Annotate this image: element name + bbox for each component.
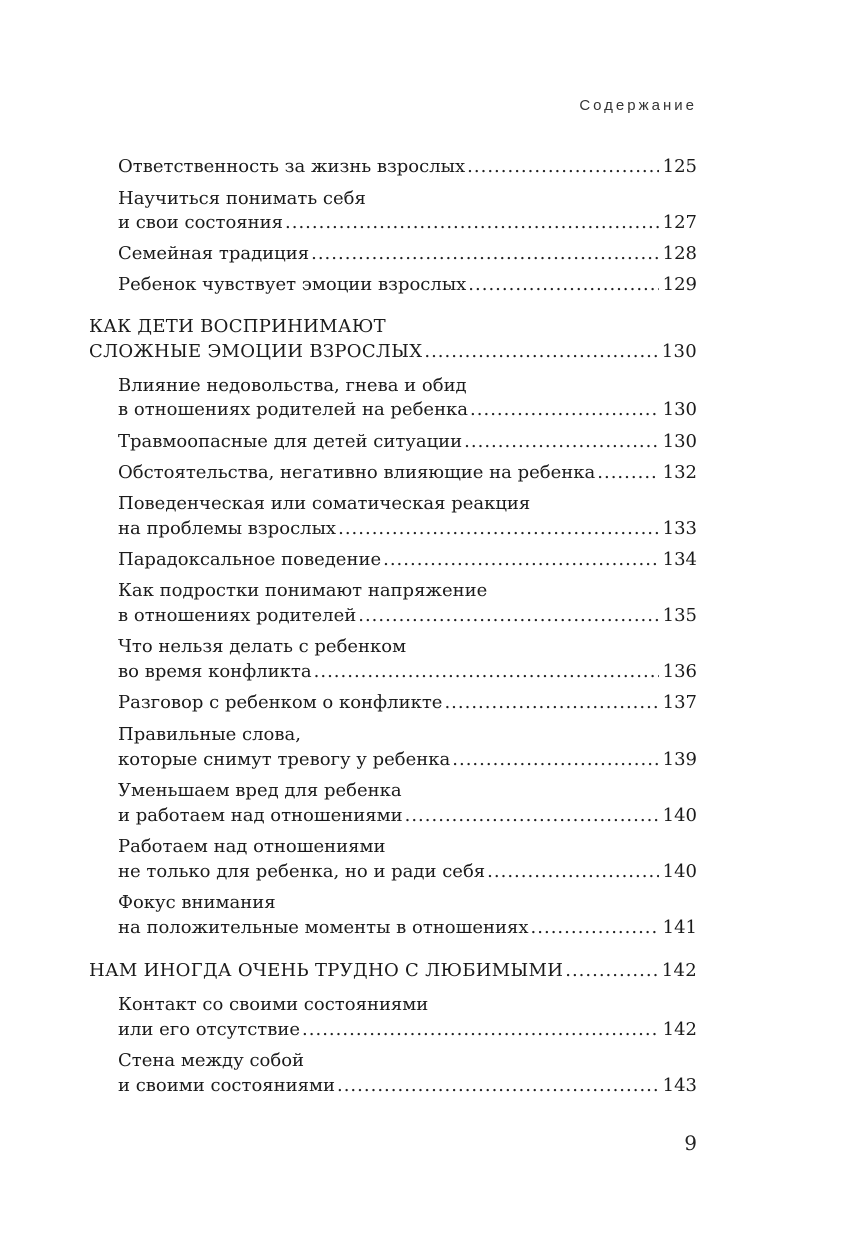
toc-entry <box>118 460 697 486</box>
toc-entry <box>118 803 697 829</box>
toc-entry-page: 128 <box>662 243 697 264</box>
dot-leader <box>597 460 658 486</box>
toc-entry-page: 129 <box>662 274 697 295</box>
dot-leader <box>452 747 658 773</box>
toc-entry-page: 136 <box>662 661 697 682</box>
toc-entry-page: 142 <box>662 1019 697 1040</box>
toc-entry-title: Травмоопасные для детей ситуации <box>118 431 463 452</box>
toc-section <box>89 339 697 365</box>
toc-entry <box>118 690 697 716</box>
toc-entry-title-line1: Стена между собой <box>118 1050 305 1071</box>
toc-entry <box>118 397 697 423</box>
running-header: Содержание <box>579 97 697 114</box>
toc-entry <box>118 154 697 180</box>
toc-entry-title: на проблемы взрослых <box>118 518 337 539</box>
dot-leader <box>464 429 658 455</box>
toc-entry <box>118 1017 697 1043</box>
toc-entry-title-line1: Уменьшаем вред для ребенка <box>118 780 402 801</box>
toc-entry-title-line1: Поведенческая или соматическая реакция <box>118 493 531 514</box>
toc-entry-title: которые снимут тревогу у ребенка <box>118 749 451 770</box>
toc-entry-title: и свои состояния <box>118 212 283 233</box>
toc-entry <box>118 429 697 455</box>
toc-entry-title: Ответственность за жизнь взрослых <box>118 156 466 177</box>
dot-leader <box>531 915 659 941</box>
toc-entry-page: 132 <box>662 462 697 483</box>
dot-leader <box>444 690 658 716</box>
toc-entry-title: в отношениях родителей <box>118 605 357 626</box>
toc-entry-title: Парадоксальное поведение <box>118 549 382 570</box>
toc-entry <box>118 1073 697 1099</box>
dot-leader <box>424 339 657 365</box>
toc-entry-title-line1: Фокус внимания <box>118 892 276 913</box>
toc-section-title-line1: КАК ДЕТИ ВОСПРИНИМАЮТ <box>89 316 386 337</box>
toc-entry-title: или его отсутствие <box>118 1019 301 1040</box>
toc-entry-title: Ребенок чувствует эмоции взрослых <box>118 274 467 295</box>
toc-entry-page: 139 <box>662 749 697 770</box>
toc-entry-page: 133 <box>662 518 697 539</box>
toc-entry-title: Семейная традиция <box>118 243 310 264</box>
toc-entry-title: и своими состояниями <box>118 1075 335 1096</box>
toc-entry-title: во время конфликта <box>118 661 312 682</box>
toc-entry-title-line1: Контакт со своими состояниями <box>118 994 429 1015</box>
toc-entry <box>118 210 697 236</box>
toc-entry <box>118 547 697 573</box>
toc-entry-title-line1: Научиться понимать себя <box>118 188 366 209</box>
toc-entry-page: 140 <box>662 805 697 826</box>
dot-leader <box>337 1073 659 1099</box>
dot-leader <box>285 210 659 236</box>
toc-section-page: 142 <box>661 960 697 981</box>
dot-leader <box>383 547 659 573</box>
dot-leader <box>470 397 659 423</box>
toc-entry-title-line1: Что нельзя делать с ребенком <box>118 636 407 657</box>
toc-entry-page: 127 <box>662 212 697 233</box>
dot-leader <box>468 272 658 298</box>
toc-entry <box>118 241 697 267</box>
dot-leader <box>565 958 658 984</box>
toc-entry-title-line1: Работаем над отношениями <box>118 836 386 857</box>
toc-entry-page: 137 <box>662 692 697 713</box>
dot-leader <box>302 1017 659 1043</box>
toc-entry-title: и работаем над отношениями <box>118 805 403 826</box>
toc-entry <box>118 747 697 773</box>
toc-entry-page: 134 <box>662 549 697 570</box>
toc-section <box>89 958 697 984</box>
toc-entry-title: в отношениях родителей на ребенка <box>118 399 469 420</box>
toc-entry-page: 140 <box>662 861 697 882</box>
toc-entry-page: 135 <box>662 605 697 626</box>
toc-section-title: СЛОЖНЫЕ ЭМОЦИИ ВЗРОСЛЫХ <box>89 341 423 362</box>
toc-entry-page: 141 <box>662 917 697 938</box>
page-number: 9 <box>684 1131 697 1155</box>
toc-section-title: НАМ ИНОГДА ОЧЕНЬ ТРУДНО С ЛЮБИМЫМИ <box>89 960 564 981</box>
dot-leader <box>358 603 658 629</box>
dot-leader <box>338 516 659 542</box>
dot-leader <box>467 154 658 180</box>
toc-entry-page: 143 <box>662 1075 697 1096</box>
toc-entry-title: Обстоятельства, негативно влияющие на ребенка <box>118 462 596 483</box>
toc-entry-title: Разговор с ребенком о конфликте <box>118 692 443 713</box>
toc-entry-title: на положительные моменты в отношениях <box>118 917 529 938</box>
toc-entry <box>118 516 697 542</box>
dot-leader <box>311 241 659 267</box>
toc-entry-page: 130 <box>662 399 697 420</box>
toc-entry <box>118 659 697 685</box>
toc-entry <box>118 272 697 298</box>
toc-entry-page: 125 <box>662 156 697 177</box>
dot-leader <box>314 659 659 685</box>
toc-entry-title-line1: Влияние недовольства, гнева и обид <box>118 375 467 396</box>
toc-entry <box>118 859 697 885</box>
dot-leader <box>487 859 658 885</box>
toc-entry-title-line1: Как подростки понимают напряжение <box>118 580 488 601</box>
toc-entry-title: не только для ребенка, но и ради себя <box>118 861 486 882</box>
toc-entry-title-line1: Правильные слова, <box>118 724 301 745</box>
dot-leader <box>405 803 659 829</box>
toc-entry <box>118 603 697 629</box>
toc-entry-page: 130 <box>662 431 697 452</box>
toc-entry <box>118 915 697 941</box>
toc-section-page: 130 <box>661 341 697 362</box>
